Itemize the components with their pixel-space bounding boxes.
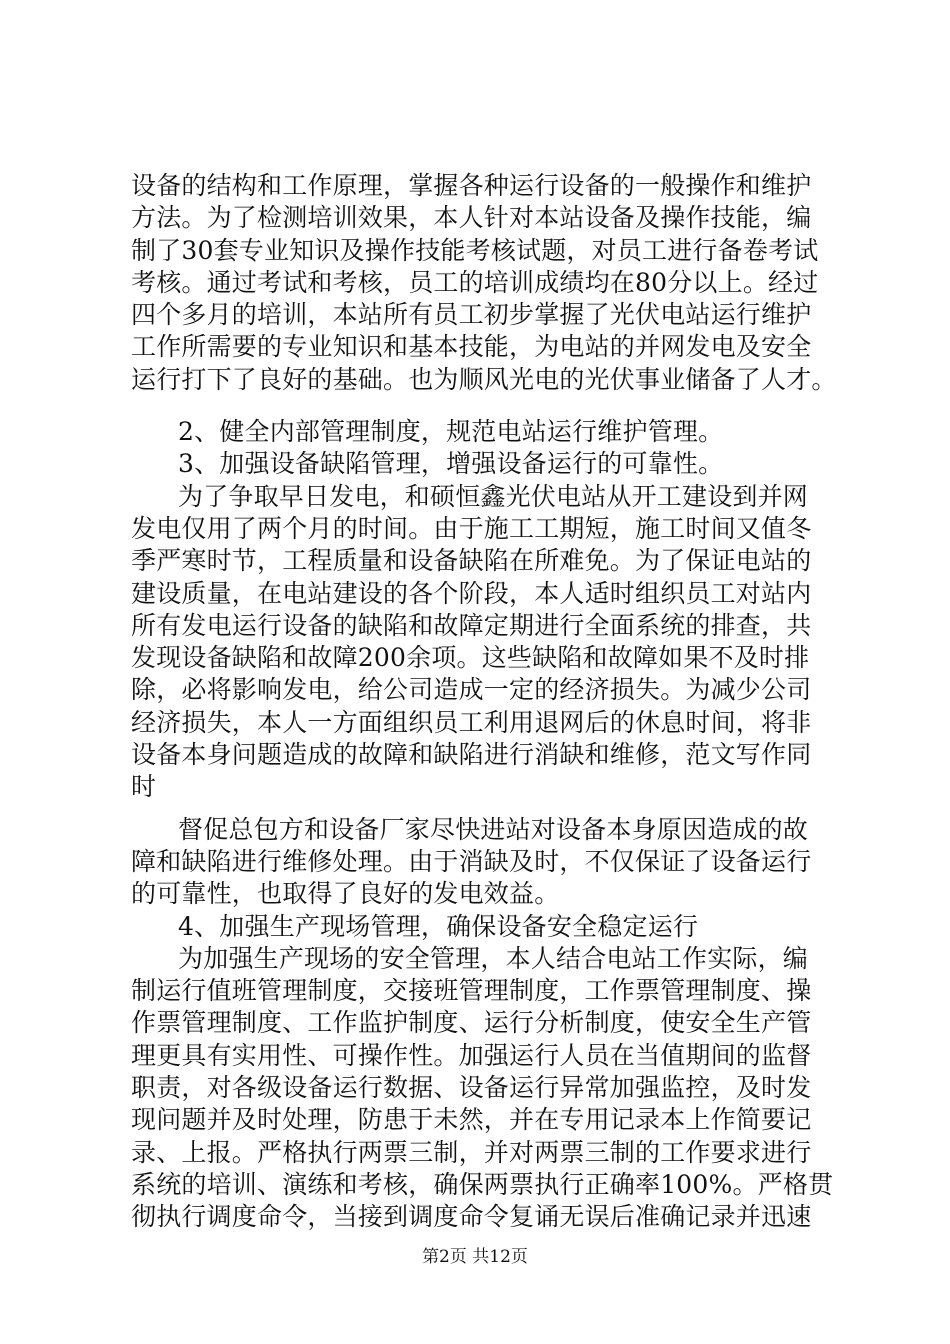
text-line: 设备本身问题造成的故障和缺陷进行消缺和维修，范文写作同 — [131, 740, 812, 770]
text-line: 制了30套专业知识及操作技能考核试题，对员工进行备卷考试 — [131, 235, 819, 265]
paragraph-gap — [131, 804, 831, 814]
text-line: 的可靠性，也取得了良好的发电效益。 — [131, 879, 560, 909]
text-line: 录、上报。严格执行两票三制，并对两票三制的工作要求进行 — [131, 1137, 812, 1167]
text-line: 考核。通过考试和考核，员工的培训成绩均在80分以上。经过 — [131, 267, 819, 297]
text-line: 工作所需要的专业知识和基本技能，为电站的并网发电及安全 — [131, 332, 812, 362]
document-body — [131, 170, 837, 1234]
text-line: 彻执行调度命令，当接到调度命令复诵无误后准确记录并迅速 — [131, 1202, 812, 1232]
text-line: 职责，对各级设备运行数据、设备运行异常加强监控，及时发 — [131, 1073, 812, 1103]
section-heading-4: 4、加强生产现场管理，确保设备安全稳定运行 — [178, 911, 699, 941]
text-line: 除，必将影响发电，给公司造成一定的经济损失。为减少公司 — [131, 675, 812, 705]
page-number-footer: 第2页 共12页 — [422, 1247, 528, 1267]
section-heading-2: 2、健全内部管理制度，规范电站运行维护管理。 — [178, 417, 724, 447]
text-line: 督促总包方和设备厂家尽快进站对设备本身原因造成的故 — [178, 814, 809, 844]
text-line: 障和缺陷进行维修处理。由于消缺及时，不仅保证了设备运行 — [131, 846, 812, 876]
text-line: 现问题并及时处理，防患于未然，并在专用记录本上作简要记 — [131, 1105, 812, 1135]
text-line: 建设质量，在电站建设的各个阶段，本人适时组织员工对站内 — [131, 578, 812, 608]
paragraph-defect-management — [131, 481, 831, 804]
text-line: 作票管理制度、工作监护制度、运行分析制度，使安全生产管 — [131, 1008, 812, 1038]
section-heading-3: 3、加强设备缺陷管理，增强设备运行的可靠性。 — [178, 449, 724, 479]
text-line: 发电仅用了两个月的时间。由于施工工期短，施工时间又值冬 — [131, 513, 812, 543]
text-line: 季严寒时节，工程质量和设备缺陷在所难免。为了保证电站的 — [131, 546, 812, 576]
text-line: 为了争取早日发电，和硕恒鑫光伏电站从开工建设到并网 — [178, 481, 809, 511]
text-line: 制运行值班管理制度，交接班管理制度，工作票管理制度、操 — [131, 976, 812, 1006]
paragraph-defect-repair — [131, 814, 831, 911]
text-line: 运行打下了良好的基础。也为顺风光电的光伏事业储备了人才。 — [131, 364, 837, 394]
text-line: 方法。为了检测培训效果，本人针对本站设备及操作技能，编 — [131, 203, 812, 233]
paragraph-training — [131, 170, 837, 396]
text-line: 经济损失，本人一方面组织员工利用退网后的休息时间，将非 — [131, 707, 812, 737]
text-line: 发现设备缺陷和故障200余项。这些缺陷和故障如果不及时排 — [131, 643, 810, 673]
paragraph-site-management — [131, 943, 834, 1234]
text-line: 时 — [131, 772, 157, 802]
text-line: 所有发电运行设备的缺陷和故障定期进行全面系统的排查，共 — [131, 610, 812, 640]
text-line: 为加强生产现场的安全管理，本人结合电站工作实际，编 — [178, 943, 809, 973]
text-line: 四个多月的培训，本站所有员工初步掌握了光伏电站运行维护 — [131, 300, 812, 330]
text-line: 理更具有实用性、可操作性。加强运行人员在当值期间的监督 — [131, 1040, 812, 1070]
text-line: 设备的结构和工作原理，掌握各种运行设备的一般操作和维护 — [131, 171, 812, 200]
paragraph-gap — [131, 396, 831, 416]
text-line: 系统的培训、演练和考核，确保两票执行正确率100%。严格贯 — [131, 1169, 834, 1199]
